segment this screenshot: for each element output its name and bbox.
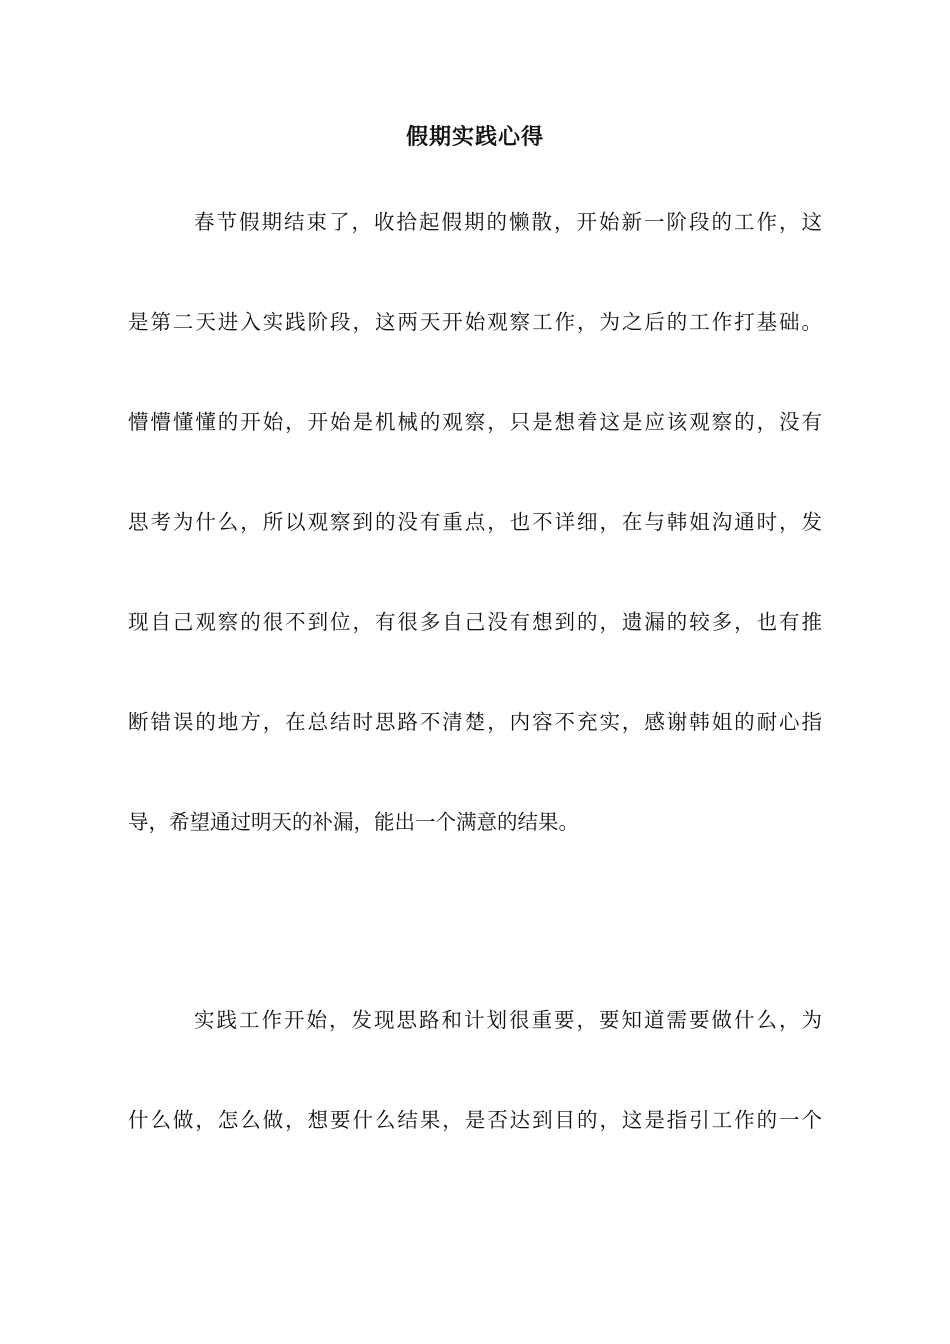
paragraph-line: 思考为什么，所以观察到的没有重点，也不详细，在与韩姐沟通时，发 bbox=[128, 510, 822, 534]
paragraph-line: 实践工作开始，发现思路和计划很重要，要知道需要做什么，为 bbox=[194, 1008, 822, 1032]
paragraph-line: 懵懵懂懂的开始，开始是机械的观察，只是想着这是应该观察的，没有 bbox=[128, 410, 822, 434]
paragraph-line: 现自己观察的很不到位，有很多自己没有想到的，遗漏的较多，也有推 bbox=[128, 610, 822, 634]
paragraph-line: 断错误的地方，在总结时思路不清楚，内容不充实，感谢韩姐的耐心指 bbox=[128, 710, 822, 734]
paragraph-line: 是第二天进入实践阶段，这两天开始观察工作，为之后的工作打基础。 bbox=[128, 310, 822, 334]
paragraph-line: 什么做，怎么做，想要什么结果，是否达到目的，这是指引工作的一个 bbox=[128, 1108, 822, 1132]
paragraph-line: 春节假期结束了，收拾起假期的懒散，开始新一阶段的工作，这 bbox=[194, 210, 822, 234]
paragraph-line: 导，希望通过明天的补漏，能出一个满意的结果。 bbox=[128, 810, 579, 834]
document-title: 假期实践心得 bbox=[405, 125, 544, 150]
